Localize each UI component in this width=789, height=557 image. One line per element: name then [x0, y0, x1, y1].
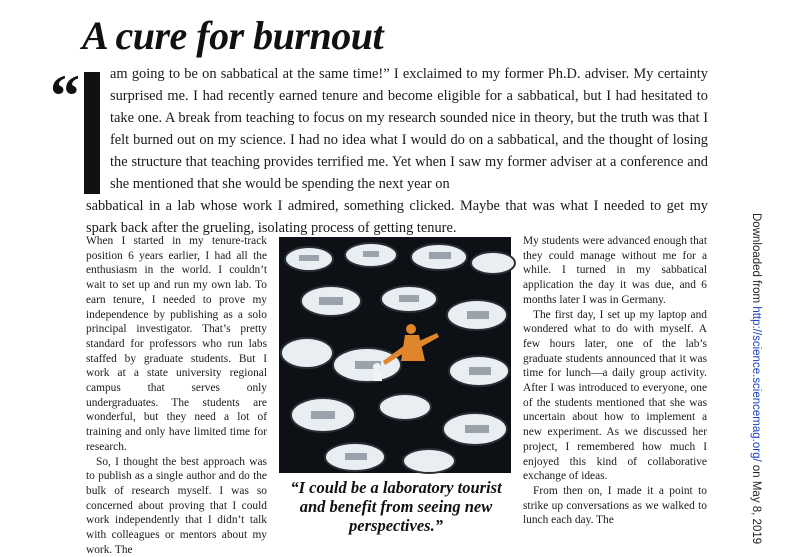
right-paragraph-2: The first day, I set up my laptop and wondered what to do with myself. A few hours later, one of the lab’s graduate students announced that it was time for lunch—a daily group activity. After I was introduced to everyone, one of the students mentioned that she was uncertain about how to implement a new experiment. As we discussed her project, I remembered how much I enjoyed this kind of collaborative exchange of ideas. [523, 308, 707, 483]
left-paragraph-2: So, I thought the best approach was to publish as a single author and do the bulk of research myself. I was so concerned about proving that I could work independently that I didn’t talk with colleagues or mentors about my work. The [86, 455, 267, 556]
illustration-svg [279, 237, 511, 473]
download-note-prefix: Downloaded from [750, 213, 762, 307]
drop-cap-i [84, 72, 100, 194]
left-paragraph-1: When I started in my tenure-track position 6 years earlier, I had all the enthusiasm in the world. I couldn’t wait to set up and run my own lab. To earn tenure, I needed to prove my independence by publishing as a solo principal investigator. That’s pretty standard for professors who run labs staffed by graduate students. But I work at a state university regional campus that serves only undergraduates. The students are wonderful, but they need a lot of training and only have limited time for research. [86, 235, 267, 453]
article-title: A cure for burnout [82, 13, 384, 58]
lab-portholes-illustration [279, 237, 511, 473]
lede-tail-text: sabbatical in a lab whose work I admired, something clicked. Maybe that was what I needed to get my spark back after the grueling, isolating process of getting tenure. [86, 198, 708, 236]
download-note [742, 213, 762, 545]
lede-text: am going to be on sabbatical at the same time!” I exclaimed to my former Ph.D. adviser. My certainty surprised me. I had recently earned tenure and become eligible for a sabbatical, but I had hesitated to take one. A break from teaching to focus on my research sounded nice in theory, but the truth was that I felt burned out on my science. I had no idea what I would do on a sabbatical, and the thought of losing the structure that teaching provides terrified me. Yet when I saw my former adviser at a conference and she mentioned that she would be spending the next year on [110, 66, 708, 192]
opening-quote-mark: “ [50, 63, 80, 129]
right-column [523, 234, 707, 528]
lede-paragraph [86, 63, 708, 236]
pull-quote: “I could be a laboratory tourist and benefit from seeing new perspectives.” [290, 478, 502, 535]
download-source-link[interactable]: http://science.sciencemag.org/ [750, 306, 762, 462]
download-note-suffix: on May 8, 2019 [750, 461, 762, 545]
right-paragraph-1: My students were advanced enough that they could manage without me for a while. I turned in my sabbatical application the day it was due, and 6 months later I was in Germany. [523, 235, 707, 306]
left-column [86, 234, 267, 557]
right-paragraph-3: From then on, I made it a point to strike up conversations as we walked to lunch each day. The [523, 484, 707, 527]
